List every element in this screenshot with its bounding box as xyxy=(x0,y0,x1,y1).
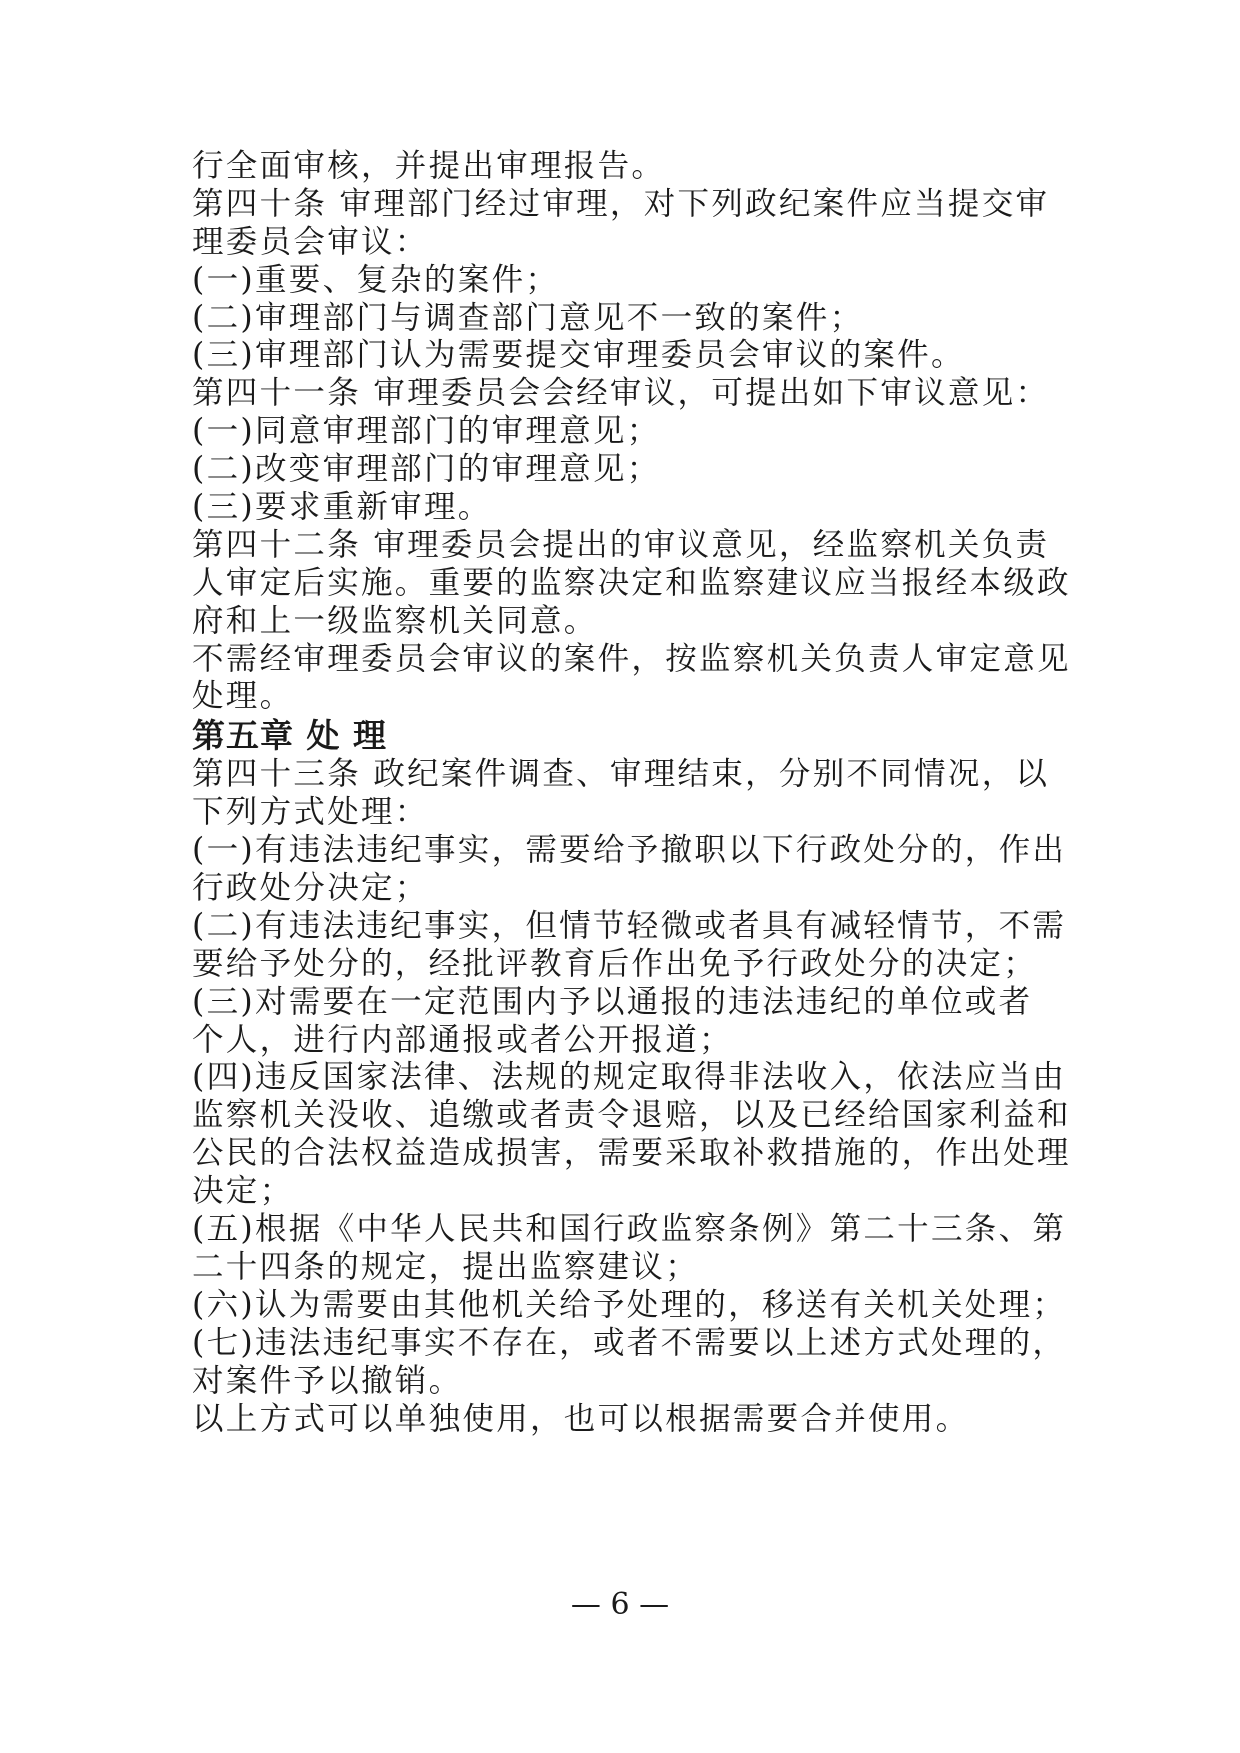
text-line: 理委员会审议： xyxy=(192,223,429,260)
list-item: (一)同意审理部门的审理意见； xyxy=(192,413,661,450)
document-body xyxy=(192,148,1071,1438)
list-item: (二)改变审理部门的审理意见； xyxy=(192,451,661,488)
text-line: 府和上一级监察机关同意。 xyxy=(192,602,598,639)
text-line: 行全面审核，并提出审理报告。 xyxy=(192,148,666,184)
list-item: (三)审理部门认为需要提交审理委员会审议的案件。 xyxy=(192,337,965,374)
list-item: (七)违法违纪事实不存在，或者不需要以上述方式处理的， xyxy=(192,1324,1067,1361)
chapter-heading: 第五章 处 理 xyxy=(192,716,387,756)
text-line: 人审定后实施。重要的监察决定和监察建议应当报经本级政 xyxy=(192,564,1071,601)
list-item: (三)对需要在一定范围内予以通报的违法违纪的单位或者 xyxy=(192,983,1033,1020)
list-item: (二)有违法违纪事实，但情节轻微或者具有减轻情节，不需 xyxy=(192,907,1067,944)
article-42-line: 第四十二条 审理委员会提出的审议意见，经监察机关负责 xyxy=(192,526,1050,563)
text-line: 以上方式可以单独使用，也可以根据需要合并使用。 xyxy=(192,1400,970,1437)
text-line: 处理。 xyxy=(192,678,294,715)
text-line: 决定； xyxy=(192,1173,294,1210)
list-item: (六)认为需要由其他机关给予处理的，移送有关机关处理； xyxy=(192,1286,1067,1323)
text-line: 要给予处分的，经批评教育后作出免予行政处分的决定； xyxy=(192,945,1038,982)
text-line: 公民的合法权益造成损害，需要采取补救措施的，作出处理 xyxy=(192,1135,1071,1172)
text-line: 不需经审理委员会审议的案件，按监察机关负责人审定意见 xyxy=(192,640,1071,677)
text-line: 个人，进行内部通报或者公开报道； xyxy=(192,1021,733,1058)
list-item: (三)要求重新审理。 xyxy=(192,489,492,526)
list-item: (五)根据《中华人民共和国行政监察条例》第二十三条、第 xyxy=(192,1211,1067,1248)
list-item: (四)违反国家法律、法规的规定取得非法收入，依法应当由 xyxy=(192,1059,1067,1096)
text-line: 监察机关没收、追缴或者责令退赔，以及已经给国家利益和 xyxy=(192,1097,1071,1134)
article-43-line: 第四十三条 政纪案件调查、审理结束，分别不同情况，以 xyxy=(192,756,1050,793)
text-line: 二十四条的规定，提出监察建议； xyxy=(192,1248,700,1285)
text-line: 下列方式处理： xyxy=(192,794,429,831)
text-line: 对案件予以撤销。 xyxy=(192,1362,463,1399)
page-number: — 6 — xyxy=(570,1587,670,1622)
list-item: (一)重要、复杂的案件； xyxy=(192,261,560,298)
list-item: (一)有违法违纪事实，需要给予撤职以下行政处分的，作出 xyxy=(192,832,1067,869)
article-40-line: 第四十条 审理部门经过审理，对下列政纪案件应当提交审 xyxy=(192,185,1050,222)
list-item: (二)审理部门与调查部门意见不一致的案件； xyxy=(192,299,864,336)
article-41-line: 第四十一条 审理委员会会经审议，可提出如下审议意见： xyxy=(192,375,1050,412)
text-line: 行政处分决定； xyxy=(192,870,429,907)
